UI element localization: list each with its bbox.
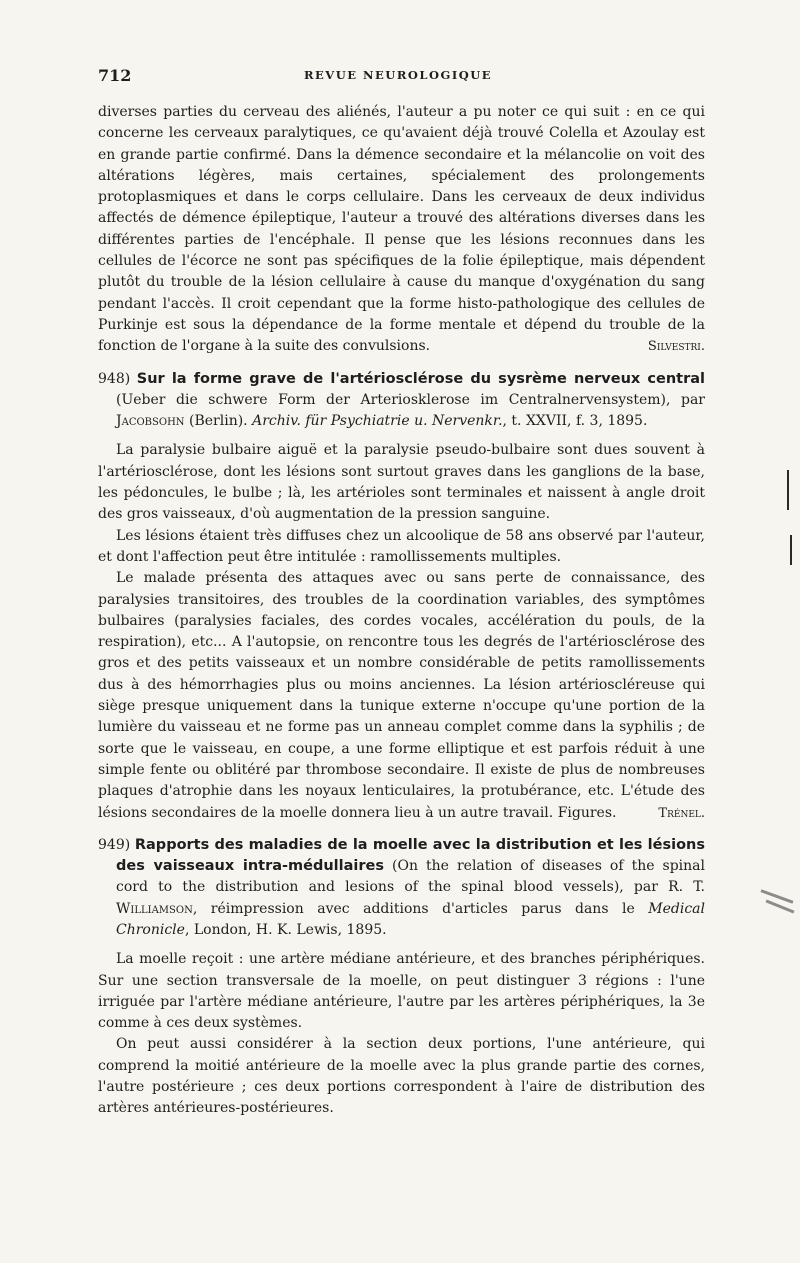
journal-title: REVUE NEUROLOGIQUE (303, 68, 493, 82)
entry-ref-tail: , t. XXVII, f. 3, 1895. (502, 413, 648, 430)
entry-title: Sur la forme grave de l'artériosclérose du sysrème nerveux central (136, 370, 705, 387)
entry-city: , réimpression avec additions d'articles parus dans le (192, 900, 635, 917)
entry-number: 949) (98, 836, 131, 853)
margin-scan-mark (787, 470, 789, 510)
running-header (98, 66, 698, 86)
text-column (98, 102, 705, 1120)
margin-scan-mark (790, 535, 792, 565)
entry-reference: (Ueber die schwere Form der Arteriosklerose im Centralnervensystem), par (116, 391, 705, 408)
entry-city: (Berlin). (189, 413, 248, 430)
body-paragraph: Le malade présenta des attaques avec ou sans perte de connaissance, des paralysies transitoires, des troubles de la coordination variables, des symptômes bulbaires (paralysies faciales, des cordes vocales, accélération du pouls, de la respiration), etc... A l'autopsie, on rencontre tous les degrés de l'artériosclérose des gros et des petits vaisseaux et un nombre considérable de petits ramollissements dus à des hémorrhagies plus ou moins anciennes. La lésion artérioscléreuse qui siège presque uniquement dans la tunique externe n'occupe qu'une portion de la lumière du vaisseau et ne forme pas un anneau complet comme dans la syphilis ; de sorte que le vaisseau, en coupe, a une forme elliptique et est parfois réduit à une simple fente ou oblitéré par thrombose secondaire. Il existe de plus de nombreuses plaques d'atrophie dans les noyaux lenticulaires, la protubérance, etc. L'étude des lésions secondaires de la moelle donnera lieu à un autre travail. Figures. (98, 570, 705, 821)
entry-949 (98, 835, 705, 941)
entry-signature: Trénel. (658, 805, 705, 821)
entry-948 (98, 369, 705, 433)
entry-author: Williamson (116, 900, 193, 917)
intro-paragraph: diverses parties du cerveau des aliénés, l'auteur a pu noter ce qui suit : en ce qui concerne les cerveaux paralytiques, ce qu'avaient déjà trouvé Colella et Azoulay est en grande partie confirmé. Dans la démence secondaire et la mélancolie on voit des altérations légères, mais certaines, spécialement des prolongements protoplasmiques et dans le corps cellulaire. Dans les cerveaux de deux individus affectés de démence épileptique, l'auteur a trouvé des altérations diverses dans les différentes parties de l'encéphale. Il pense que les lésions reconnues dans les cellules de l'écorce ne sont pas spécifiques de la folie épileptique, mais dépendent plutôt du trouble de la lésion cellulaire à cause du manque d'oxygénation du sang pendant l'accès. Il croit cependant que la forme histo-pathologique des cellules de Purkinje est sous la dépendance de la forme mentale et dépend du trouble de la fonction de l'organe à la suite des convulsions. (98, 104, 705, 355)
page-number: 712 (98, 66, 132, 85)
entry-journal: Medical Chronicle (116, 900, 705, 938)
entry-number: 948) (98, 370, 131, 387)
body-paragraph: La moelle reçoit : une artère médiane antérieure, et des branches périphériques. Sur une section transversale de la moelle, on peut distinguer 3 régions : l'une irriguée par l'artère médiane antérieure, l'autre par les artères périphériques, la 3e comme à ces deux systèmes. (98, 951, 705, 1032)
entry-ref-tail: , London, H. K. Lewis, 1895. (184, 921, 387, 938)
intro-signature: Silvestri. (647, 339, 705, 355)
entry-journal: Archiv. für Psychiatrie u. Nervenkr. (252, 413, 503, 430)
body-paragraph: La paralysie bulbaire aiguë et la paralysie pseudo-bulbaire sont dues souvent à l'artériosclérose, dont les lésions sont surtout graves dans les ganglions de la base, les pédoncules, le bulbe ; là, les artérioles sont terminales et naissent à angle droit des gros vaisseaux, d'où augmentation de la pression sanguine. (98, 442, 705, 523)
entry-reference: (On the relation of diseases of the spinal cord to the distribution and lesions of the spinal blood vessels), par R. T. (116, 858, 705, 896)
body-paragraph: Les lésions étaient très diffuses chez un alcoolique de 58 ans observé par l'auteur, et dont l'affection peut être intitulée : ramollissements multiples. (98, 527, 705, 565)
entry-author: Jacobsohn (116, 413, 185, 430)
entry-title: Rapports des maladies de la moelle avec la distribution et les lésions des vaisseaux intra-médullaires (116, 836, 705, 875)
body-paragraph: On peut aussi considérer à la section deux portions, l'une antérieure, qui comprend la moitié antérieure de la moelle avec la plus grande partie des cornes, l'autre postérieure ; ces deux portions correspondent à l'aire de distribution des artères antérieures-postérieures. (98, 1036, 705, 1117)
